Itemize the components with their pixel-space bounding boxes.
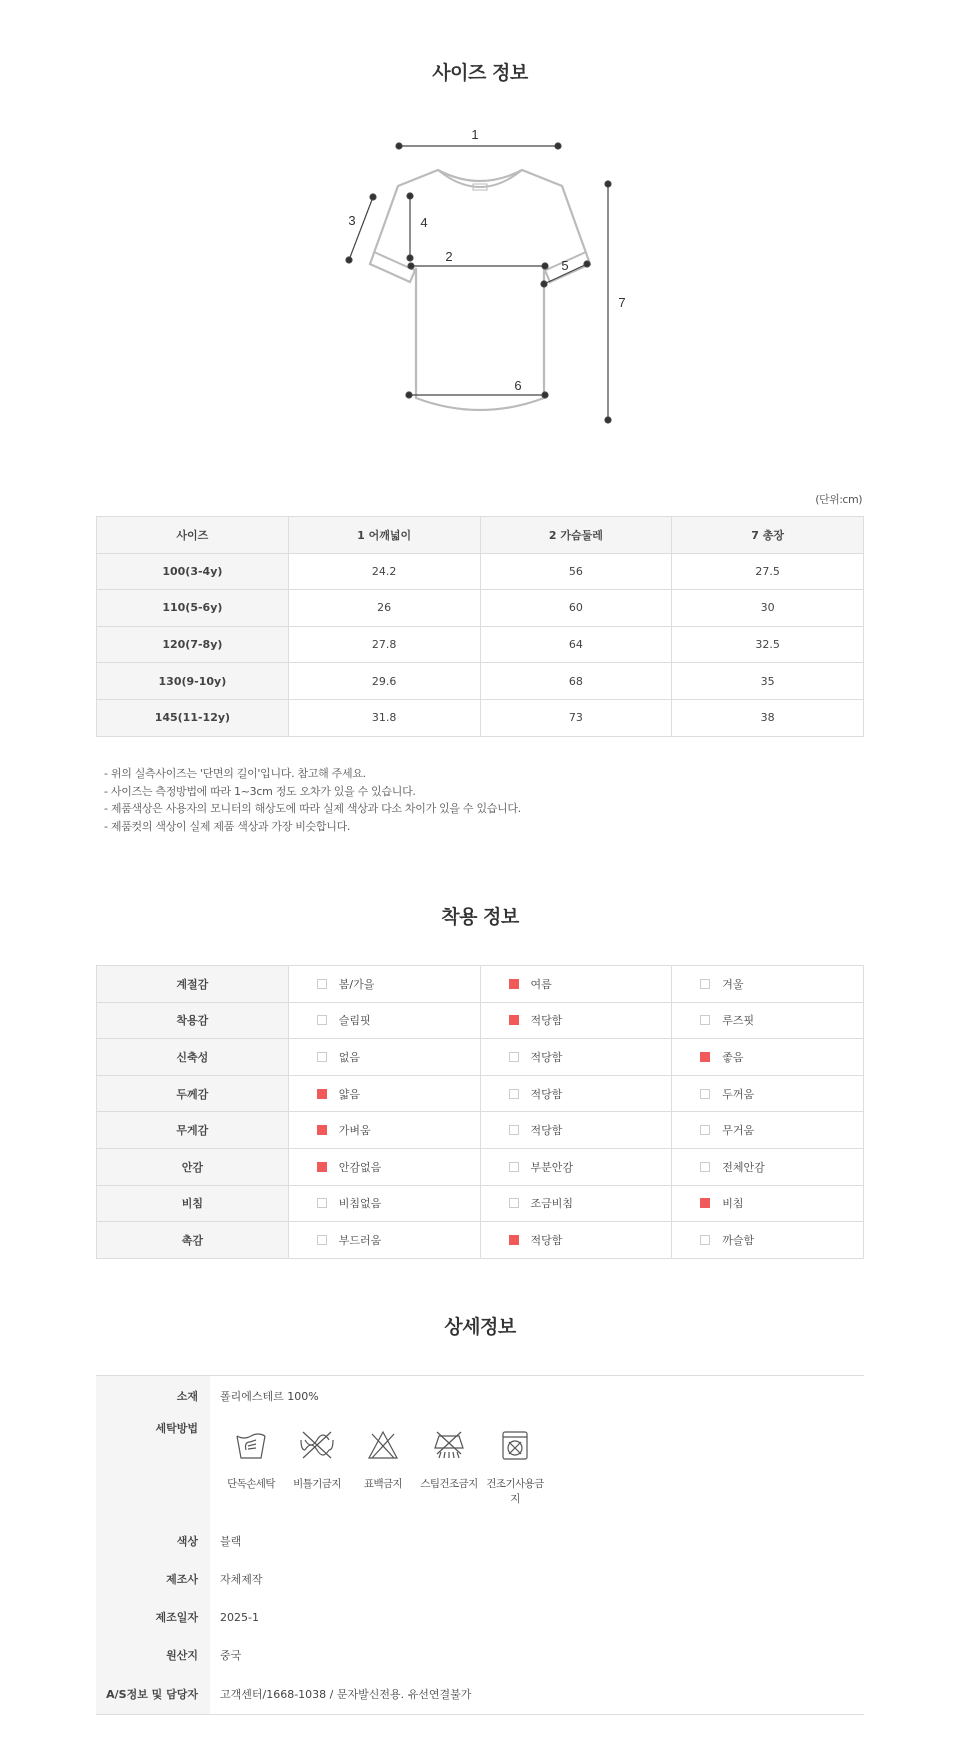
wear-option-label: 무거움: [722, 1124, 755, 1138]
size-cell: 56: [480, 553, 672, 590]
size-row-label: 110(5-6y): [97, 590, 289, 627]
size-cell: 38: [672, 699, 864, 736]
detail-value: 중국: [220, 1649, 242, 1662]
wear-row-label: 안감: [97, 1148, 289, 1185]
wear-option: [480, 1002, 672, 1039]
wear-option-label: 적당함: [530, 1087, 563, 1101]
wear-option-label: 전체안감: [722, 1160, 765, 1174]
wear-option-label: 가벼움: [338, 1124, 371, 1138]
unchecked-box-icon: [509, 1052, 519, 1062]
wear-option-label: 여름: [530, 977, 552, 991]
detail-info-title: 상세정보: [444, 1316, 516, 1338]
wear-option-label: 까슬함: [722, 1233, 755, 1247]
wash-item: [352, 1428, 414, 1522]
size-table: [96, 516, 864, 737]
wear-option: [288, 1075, 480, 1112]
wear-option: [480, 1039, 672, 1076]
wear-option: [480, 1222, 672, 1259]
diagram-label-6: 6: [514, 378, 522, 393]
wash-label: 건조기사용금지: [486, 1478, 544, 1505]
detail-label: 소재: [96, 1376, 210, 1416]
size-cell: 60: [480, 590, 672, 627]
wear-option: [288, 1112, 480, 1149]
detail-label: 세탁방법: [96, 1416, 210, 1522]
size-cell: 30: [672, 590, 864, 627]
wear-option: [672, 1039, 864, 1076]
wear-option-label: 두꺼움: [722, 1087, 755, 1101]
size-header-cell: 7 총장: [672, 517, 864, 554]
note-line: - 사이즈는 측정방법에 따라 1~3cm 정도 오차가 있을 수 있습니다.: [104, 784, 416, 798]
note-line: - 위의 실측사이즈는 '단면의 길이'입니다. 참고해 주세요.: [104, 767, 366, 780]
wear-option-label: 얇음: [338, 1087, 361, 1101]
wear-info-title: 착용 정보: [441, 906, 519, 928]
wear-option: [480, 966, 672, 1003]
no-tumble-dry-icon: [498, 1428, 532, 1462]
wear-option: [672, 1185, 864, 1222]
unchecked-box-icon: [317, 1198, 327, 1208]
wear-option: [672, 1148, 864, 1185]
detail-table: [96, 1375, 864, 1715]
wear-row: [97, 1039, 864, 1076]
size-header-cell: 1 어깨넓이: [288, 517, 480, 554]
diagram-label-3: 3: [348, 213, 356, 228]
size-cell: 73: [480, 699, 672, 736]
size-cell: 27.8: [288, 626, 480, 663]
size-cell: 26: [288, 590, 480, 627]
wear-row: [97, 1112, 864, 1149]
detail-label: 제조일자: [96, 1598, 210, 1636]
size-row: [97, 663, 864, 700]
wear-option: [288, 1002, 480, 1039]
wash-icons: [210, 1416, 864, 1522]
wear-option-label: 슬림핏: [338, 1014, 371, 1028]
detail-row: [96, 1560, 864, 1598]
unchecked-box-icon: [700, 1162, 710, 1172]
detail-value: 고객센터/1668-1038 / 문자발신전용. 유선연결불가: [220, 1688, 472, 1701]
wear-row-label: 촉감: [97, 1222, 289, 1259]
wear-option: [480, 1112, 672, 1149]
wear-option-label: 비침: [722, 1197, 744, 1211]
wear-option: [672, 966, 864, 1003]
detail-label: A/S정보 및 담당자: [96, 1674, 210, 1714]
wear-option: [672, 1222, 864, 1259]
size-cell: 68: [480, 663, 672, 700]
unit-label: (단위:cm): [815, 493, 862, 506]
detail-label: 제조사: [96, 1560, 210, 1598]
wash-item: [286, 1428, 348, 1522]
unchecked-box-icon: [509, 1198, 519, 1208]
wash-item: [484, 1428, 546, 1522]
unchecked-box-icon: [509, 1125, 519, 1135]
diagram-label-1: 1: [471, 130, 479, 142]
wear-row: [97, 1002, 864, 1039]
note-line: - 제품색상은 사용자의 모니터의 해상도에 따라 실제 색상과 다소 차이가 있을 수 있습니다.: [104, 802, 521, 815]
hand-wash-icon: [234, 1428, 268, 1462]
checked-box-icon: [509, 979, 519, 989]
unchecked-box-icon: [509, 1089, 519, 1099]
checked-box-icon: [509, 1235, 519, 1245]
unchecked-box-icon: [317, 979, 327, 989]
checked-box-icon: [317, 1125, 327, 1135]
size-header-cell: 사이즈: [97, 517, 289, 554]
checked-box-icon: [317, 1162, 327, 1172]
size-row: [97, 626, 864, 663]
wear-option-label: 좋음: [722, 1050, 744, 1064]
detail-row: [96, 1522, 864, 1560]
wear-option-label: 겨울: [722, 977, 744, 991]
wear-option-label: 봄/가을: [338, 977, 375, 991]
detail-row: [96, 1598, 864, 1636]
tshirt-measurement-diagram: [330, 130, 630, 435]
wear-row-label: 계절감: [97, 966, 289, 1003]
wash-label: 스팀건조금지: [420, 1478, 478, 1490]
size-row: [97, 699, 864, 736]
unchecked-box-icon: [317, 1235, 327, 1245]
unchecked-box-icon: [317, 1052, 327, 1062]
wear-table: [96, 965, 864, 1259]
wear-row: [97, 1222, 864, 1259]
size-info-title: 사이즈 정보: [432, 62, 528, 84]
wash-item: [418, 1428, 480, 1522]
diagram-label-2: 2: [445, 249, 453, 264]
size-notes: [104, 765, 521, 835]
size-cell: 29.6: [288, 663, 480, 700]
wear-row: [97, 966, 864, 1003]
size-table-header: [97, 517, 864, 554]
detail-value: 자체제작: [220, 1573, 263, 1586]
wear-row: [97, 1075, 864, 1112]
wear-option: [288, 1222, 480, 1259]
wear-option-label: 적당함: [530, 1233, 563, 1247]
wear-option: [288, 1039, 480, 1076]
size-row-label: 120(7-8y): [97, 626, 289, 663]
unchecked-box-icon: [700, 1089, 710, 1099]
wear-row: [97, 1185, 864, 1222]
detail-label: 색상: [96, 1522, 210, 1560]
wear-option-label: 부드러움: [338, 1233, 382, 1247]
wear-option: [288, 1185, 480, 1222]
diagram-label-5: 5: [561, 258, 569, 273]
wear-option-label: 부분안감: [530, 1160, 574, 1174]
size-row-label: 100(3-4y): [97, 553, 289, 590]
size-row-label: 145(11-12y): [97, 699, 289, 736]
wear-row: [97, 1148, 864, 1185]
wear-option: [480, 1148, 672, 1185]
wear-row-label: 비침: [97, 1185, 289, 1222]
detail-value: 블랙: [220, 1535, 242, 1548]
size-cell: 64: [480, 626, 672, 663]
note-line: - 제품컷의 색상이 실제 제품 색상과 가장 비슷합니다.: [104, 819, 351, 833]
size-cell: 24.2: [288, 553, 480, 590]
wash-label: 비틀기금지: [293, 1478, 341, 1490]
detail-label: 원산지: [96, 1636, 210, 1674]
wear-option-label: 조금비침: [530, 1197, 574, 1211]
size-cell: 35: [672, 663, 864, 700]
wear-option-label: 적당함: [530, 1014, 563, 1028]
unchecked-box-icon: [700, 1125, 710, 1135]
wear-row-label: 두께감: [97, 1075, 289, 1112]
wear-option: [480, 1075, 672, 1112]
wear-option-label: 없음: [338, 1050, 361, 1064]
size-row: [97, 553, 864, 590]
wash-label: 표백금지: [363, 1478, 403, 1490]
unchecked-box-icon: [700, 979, 710, 989]
detail-row: [96, 1674, 864, 1714]
wear-option-label: 안감없음: [338, 1160, 382, 1174]
unchecked-box-icon: [700, 1015, 710, 1025]
wear-option: [672, 1112, 864, 1149]
wash-item: [220, 1428, 282, 1522]
size-row-label: 130(9-10y): [97, 663, 289, 700]
diagram-label-7: 7: [618, 295, 626, 310]
checked-box-icon: [509, 1015, 519, 1025]
detail-row: [96, 1636, 864, 1674]
detail-row-wash: [96, 1416, 864, 1522]
diagram-label-4: 4: [420, 215, 428, 230]
size-cell: 32.5: [672, 626, 864, 663]
size-row: [97, 590, 864, 627]
no-wring-icon: [297, 1428, 337, 1462]
unchecked-box-icon: [700, 1235, 710, 1245]
wear-option: [672, 1002, 864, 1039]
no-steam-dry-icon: [431, 1428, 467, 1462]
no-bleach-icon: [366, 1428, 400, 1462]
detail-value: 2025-1: [220, 1610, 259, 1624]
wear-option-label: 적당함: [530, 1050, 563, 1064]
unchecked-box-icon: [317, 1015, 327, 1025]
checked-box-icon: [700, 1198, 710, 1208]
wear-row-label: 착용감: [97, 1002, 289, 1039]
wear-option: [672, 1075, 864, 1112]
wear-option-label: 적당함: [530, 1124, 563, 1138]
detail-value: 폴리에스테르 100%: [220, 1390, 319, 1403]
wear-option-label: 비침없음: [338, 1197, 382, 1211]
size-cell: 27.5: [672, 553, 864, 590]
size-cell: 31.8: [288, 699, 480, 736]
wear-option: [288, 1148, 480, 1185]
wear-row-label: 무게감: [97, 1112, 289, 1149]
wear-option: [480, 1185, 672, 1222]
wear-option: [288, 966, 480, 1003]
checked-box-icon: [317, 1089, 327, 1099]
wear-option-label: 루즈핏: [722, 1014, 755, 1028]
size-header-cell: 2 가슴둘레: [480, 517, 672, 554]
wear-row-label: 신축성: [97, 1039, 289, 1076]
unchecked-box-icon: [509, 1162, 519, 1172]
checked-box-icon: [700, 1052, 710, 1062]
detail-row-material: [96, 1376, 864, 1416]
wash-label: 단독손세탁: [227, 1478, 275, 1490]
